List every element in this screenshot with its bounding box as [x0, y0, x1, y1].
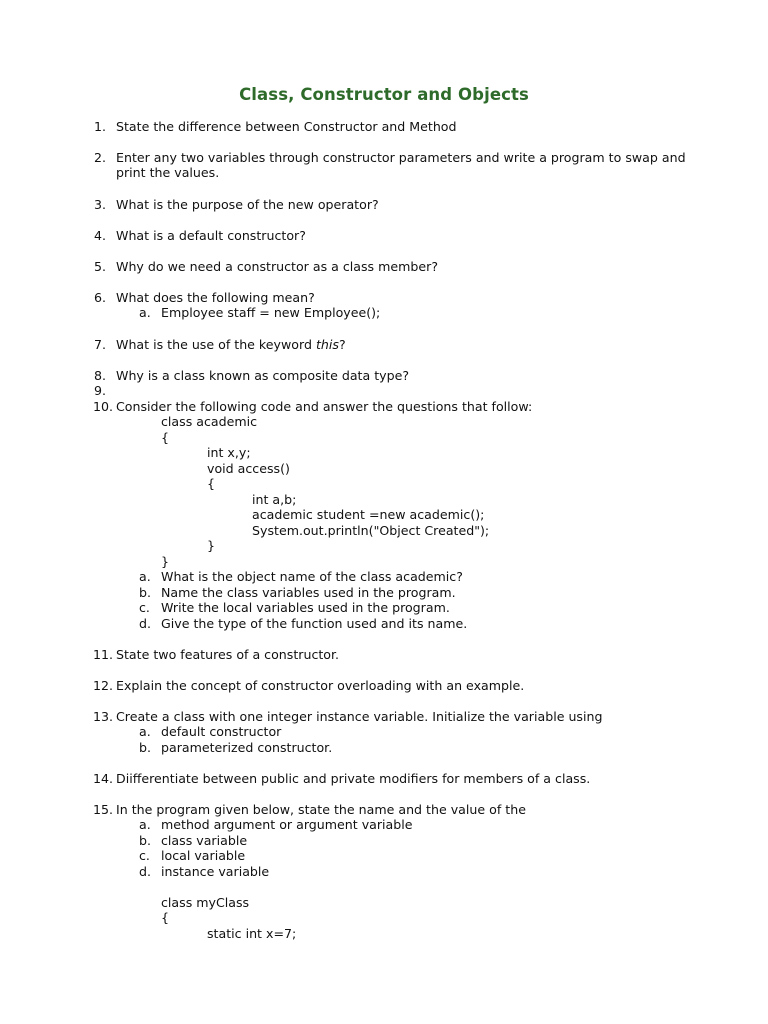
question-number: 11.	[93, 647, 114, 662]
code-line: {	[161, 430, 170, 445]
sub-question-label: b.	[139, 833, 151, 848]
code-line: static int x=7;	[207, 926, 297, 941]
sub-question-label: c.	[139, 600, 150, 615]
question-text: What is a default constructor?	[116, 228, 306, 243]
question-text-continued: print the values.	[116, 165, 220, 180]
question-number: 14.	[93, 771, 114, 786]
question-text: Diifferentiate between public and private modifiers for members of a class.	[116, 771, 591, 786]
sub-question-label: a.	[139, 305, 151, 320]
code-line: void access()	[207, 461, 290, 476]
question-text: Explain the concept of constructor overloading with an example.	[116, 678, 525, 693]
code-line: {	[207, 476, 216, 491]
question-text: Why is a class known as composite data type?	[116, 368, 410, 383]
sub-question-text: default constructor	[161, 724, 282, 739]
question-number: 13.	[93, 709, 114, 724]
code-line: class myClass	[161, 895, 250, 910]
question-number: 9.	[94, 383, 107, 398]
sub-question-label: a.	[139, 569, 151, 584]
question-text: Create a class with one integer instance variable. Initialize the variable using	[116, 709, 603, 724]
sub-question-label: b.	[139, 740, 151, 755]
question-number: 6.	[94, 290, 107, 305]
code-line: academic student =new academic();	[252, 507, 485, 522]
question-text: Consider the following code and answer the questions that follow:	[116, 399, 533, 414]
question-text: Why do we need a constructor as a class member?	[116, 259, 439, 274]
code-line: int x,y;	[207, 445, 251, 460]
question-number: 10.	[93, 399, 114, 414]
question-text: State the difference between Constructor and Method	[116, 119, 457, 134]
question-number: 1.	[94, 119, 107, 134]
question-number: 12.	[93, 678, 114, 693]
question-text: In the program given below, state the name and the value of the	[116, 802, 526, 817]
question-number: 7.	[94, 337, 107, 352]
question-number: 8.	[94, 368, 107, 383]
question-text-start: What is the use of the keyword	[116, 337, 316, 352]
code-line: }	[161, 554, 170, 569]
sub-question-text: Write the local variables used in the program.	[161, 600, 450, 615]
sub-question-text: Employee staff = new Employee();	[161, 305, 381, 320]
code-line: int a,b;	[252, 492, 297, 507]
sub-question-text: parameterized constructor.	[161, 740, 333, 755]
question-text: Enter any two variables through constructor parameters and write a program to swap and	[116, 150, 686, 165]
question-text-end: ?	[338, 337, 346, 352]
sub-question-text: instance variable	[161, 864, 270, 879]
sub-question-text: method argument or argument variable	[161, 817, 413, 832]
question-number: 2.	[94, 150, 107, 165]
sub-question-text: class variable	[161, 833, 248, 848]
question-number: 5.	[94, 259, 107, 274]
sub-question-label: d.	[139, 616, 151, 631]
keyword-this: this	[315, 337, 339, 352]
sub-question-text: What is the object name of the class academic?	[161, 569, 463, 584]
sub-question-label: a.	[139, 724, 151, 739]
sub-question-label: c.	[139, 848, 150, 863]
sub-question-text: Give the type of the function used and its name.	[161, 616, 468, 631]
question-text: What is the purpose of the new operator?	[116, 197, 379, 212]
sub-question-label: d.	[139, 864, 151, 879]
question-number: 15.	[93, 802, 114, 817]
code-line: System.out.println("Object Created");	[252, 523, 490, 538]
question-text: What does the following mean?	[116, 290, 315, 305]
code-line: class academic	[161, 414, 258, 429]
sub-question-text: local variable	[161, 848, 246, 863]
code-line: {	[161, 910, 170, 925]
page-title: Class, Constructor and Objects	[239, 85, 529, 104]
sub-question-label: b.	[139, 585, 151, 600]
question-number: 4.	[94, 228, 107, 243]
question-number: 3.	[94, 197, 107, 212]
sub-question-label: a.	[139, 817, 151, 832]
sub-question-text: Name the class variables used in the program.	[161, 585, 456, 600]
code-line: }	[207, 538, 216, 553]
question-text: State two features of a constructor.	[116, 647, 340, 662]
question-text	[116, 337, 346, 352]
